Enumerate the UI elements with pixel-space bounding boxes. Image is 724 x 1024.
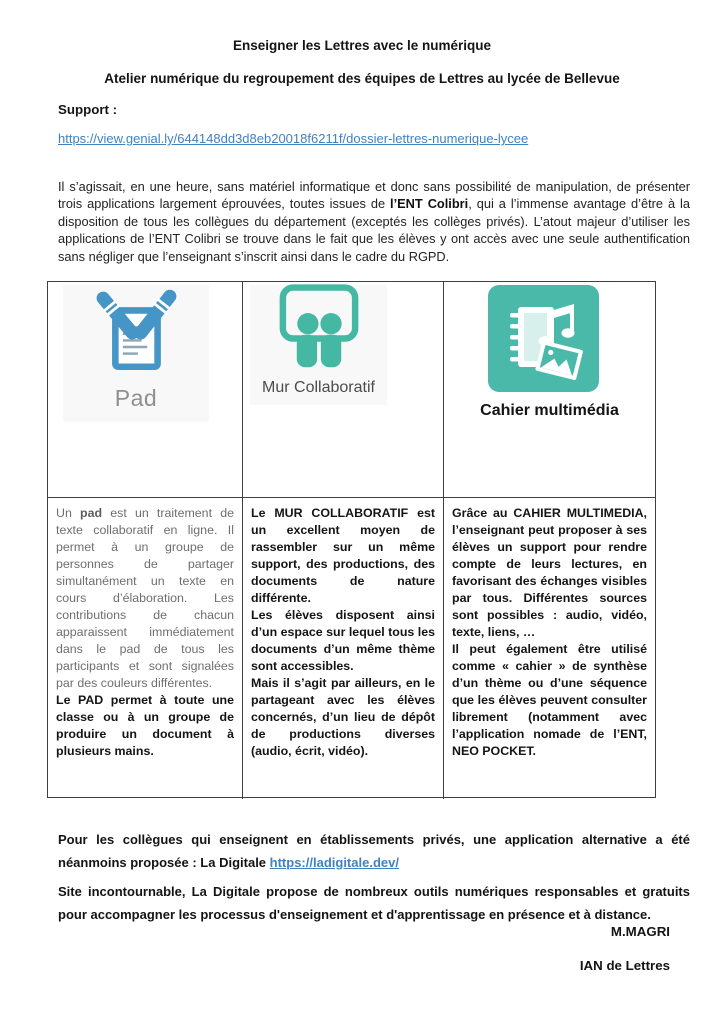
intro-paragraph [58,178,690,265]
pad-bold-word: pad [80,506,103,520]
intro-bold-ent-colibri: l’ENT Colibri [390,196,469,212]
cahier-description-cell [444,498,655,799]
mur-description-cell [243,498,444,799]
mur-app-card [250,285,387,405]
pad-header-cell [48,282,243,498]
intro-text-2: , qui a l’immense avantage d’être à la disposition de tous les collègues du département (exceptés les collèges privés). L’atout majeur d’utiliser les applications de l’ENT Colibri se trouve dans le fait que les élèves y ont accès avec une seule authentification sans négliger que l’enseignant s’inscrit ainsi dans le cadre du RGPD. [58,196,690,264]
pad-description-cell [48,498,243,799]
signature-role: IAN de Lettres [579,958,670,973]
intro-text-1: Il s’agissait, en une heure, sans matériel informatique et donc sans possibilité de manipulation, de présenter trois applications largement éprouvées, toutes issues de [58,179,690,212]
cahier-app-card [444,282,655,420]
apps-comparison-table [47,281,656,798]
pad-app-card [63,285,209,422]
footer-text-1: Pour les collègues qui enseignent en établissements privés, une application alternative a été néanmoins proposée : La Digitale [58,832,690,870]
cahier-description-p1: Grâce au CAHIER MULTIMEDIA, l’enseignant peut proposer à ses élèves un support pour rendre compte de leurs lectures, en favorisant des échanges visibles par tous. Différentes sources sont possibles : audio, vidéo, texte, liens, … [452,506,647,639]
mur-app-label: Mur Collaboratif [262,379,375,396]
cahier-app-label: Cahier multimédia [480,402,619,419]
ladigitale-link[interactable]: https://ladigitale.dev/ [269,855,399,870]
mur-description-p1: Le MUR COLLABORATIF est un excellent moyen de rassembler sur un même support, des productions, des documents de nature différente. [251,506,435,605]
signature-name: M.MAGRI [610,924,670,939]
pad-app-label: Pad [114,385,158,411]
mur-description-p2: Les élèves disposent ainsi d’un espace sur lequel tous les documents d’un même thème sont accessibles. [251,608,435,673]
footer-paragraph-la-digitale: Site incontournable, La Digitale propose de nombreux outils numériques responsables et gratuits pour accompagner les processus d'enseignement et d'apprentissage en présence et à distance. [58,884,690,922]
pad-description: Un pad est un traitement de texte collaboratif en ligne. Il permet à un groupe de personnes de partager simultanément un texte en cours d’élaboration. Les contributions de chacun apparaissent immédiatement dans le pad de tous les participants et sont signalées par des couleurs différentes. [56,506,234,690]
genially-link[interactable]: https://view.genial.ly/644148dd3d8eb20018f6211f/dossier-lettres-numerique-lycee [58,131,529,146]
pad-pencils-document-icon [84,286,188,383]
footer-paragraph-private-schools [58,828,690,874]
cahier-header-cell [444,282,655,498]
people-presentation-board-icon [267,282,371,375]
support-label: Support : [58,102,118,117]
mur-header-cell [243,282,444,498]
mur-description-p3: Mais il s’agit par ailleurs, en le partageant avec les élèves concernés, d’un lieu de dépôt de productions diverses (audio, écrit, vidéo). [251,676,435,758]
document-title: Enseigner les Lettres avec le numérique [232,38,492,53]
document-subtitle: Atelier numérique du regroupement des équipes de Lettres au lycée de Bellevue [104,71,620,86]
cahier-description-p2: Il peut également être utilisé comme « cahier » de synthèse d’un thème ou d’une séquence que les élèves peuvent consulter librement (notamment avec l’application nomade de l’ENT, NEO POCKET. [452,642,647,758]
multimedia-notebook-icon [488,285,599,392]
pad-description-highlight: Le PAD permet à toute une classe ou à un groupe de produire un document à plusieurs mains. [56,693,234,758]
